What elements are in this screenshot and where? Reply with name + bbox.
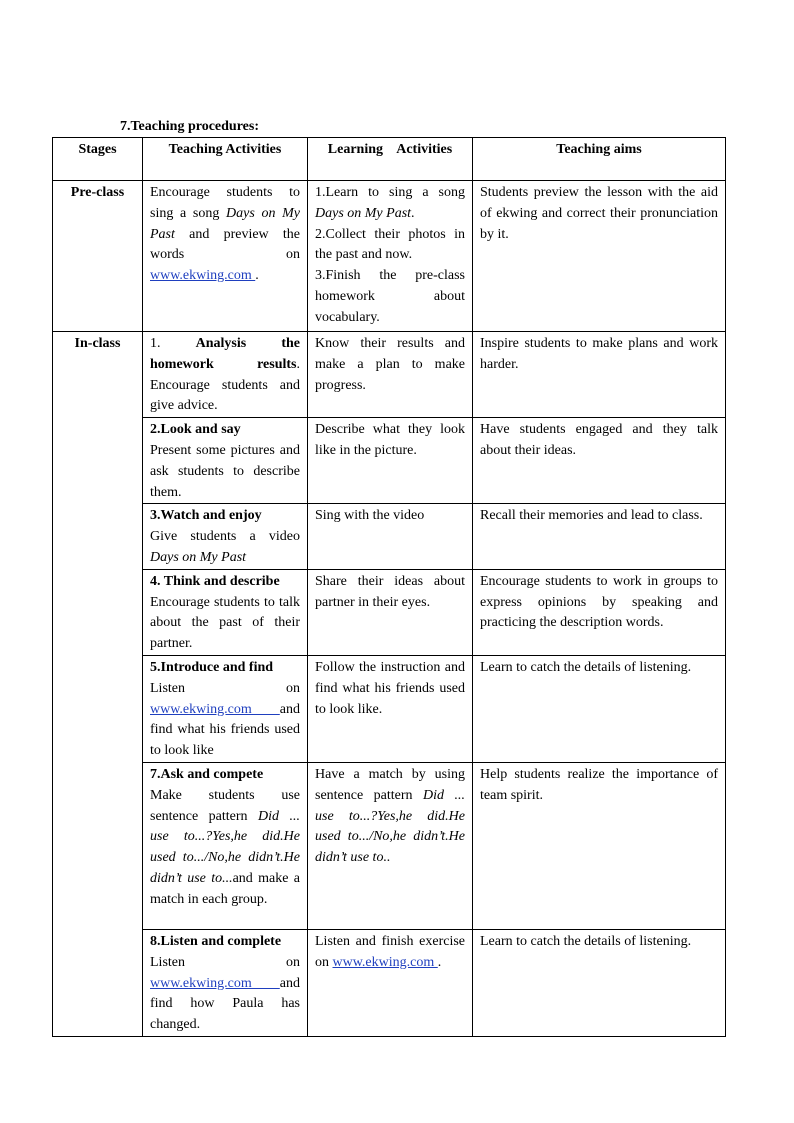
teaching-aims-cell: Students preview the lesson with the aid of ekwing and correct their pronunciation by it. bbox=[473, 181, 726, 332]
teaching-aims-cell: Have students engaged and they talk about their ideas. bbox=[473, 418, 726, 504]
table-row bbox=[53, 332, 726, 418]
teaching-activity-cell: 4. Think and describe Encourage students to talk about the past of their partner. bbox=[143, 569, 308, 655]
col-header-teaching-activities: Teaching Activities bbox=[143, 138, 308, 181]
learning-activity-cell: Have a match by using sentence pattern Did ... use to...?Yes,he did.He used to.../No,he didn’t.He didn’t use to.. bbox=[308, 762, 473, 929]
learning-activity-cell: 1.Learn to sing a song Days on My Past. 2.Collect their photos in the past and now. 3.Finish the pre-class homework about vocabulary. bbox=[308, 181, 473, 332]
table-row bbox=[53, 762, 726, 929]
teaching-aims-cell: Encourage students to work in groups to express opinions by speaking and practicing the description words. bbox=[473, 569, 726, 655]
teaching-aims-cell: Learn to catch the details of listening. bbox=[473, 655, 726, 762]
teaching-activity-cell: 7.Ask and compete Make students use sentence pattern Did ... use to...?Yes,he did.He used to.../No,he didn’t.He didn’t use to...and make a match in each group. bbox=[143, 762, 308, 929]
song-title: Days on My Past bbox=[150, 549, 247, 565]
teaching-activity-cell: 8.Listen and complete Listen on www.ekwing.com and find how Paula has changed. bbox=[143, 929, 308, 1036]
section-heading: 7.Teaching procedures: bbox=[120, 119, 259, 134]
stage-in-class: In-class bbox=[53, 332, 143, 1037]
learning-activity-cell: Describe what they look like in the picture. bbox=[308, 418, 473, 504]
learning-activity-cell: Share their ideas about partner in their eyes. bbox=[308, 569, 473, 655]
teaching-activity-cell: Encourage students to sing a song Days on My Past and preview the words on www.ekwing.com . bbox=[143, 181, 308, 332]
col-header-stages: Stages bbox=[53, 138, 143, 181]
learning-activity-cell: Sing with the video bbox=[308, 504, 473, 569]
sentence-pattern: Did ... use to...?Yes,he did.He used to.../No,he didn’t.He didn’t use to.. bbox=[315, 787, 466, 866]
table-row bbox=[53, 504, 726, 569]
table-row bbox=[53, 569, 726, 655]
sentence-pattern: Did ... use to...?Yes,he did.He used to.../No,he didn’t.He didn’t use to... bbox=[150, 808, 301, 886]
table-row bbox=[53, 929, 726, 1036]
teaching-activity-cell: 1. Analysis the homework results. Encourage students and give advice. bbox=[143, 332, 308, 418]
col-header-teaching-aims: Teaching aims bbox=[473, 138, 726, 181]
teaching-aims-cell: Learn to catch the details of listening. bbox=[473, 929, 726, 1036]
teaching-aims-cell: Recall their memories and lead to class. bbox=[473, 504, 726, 569]
teaching-activity-cell: 5.Introduce and find Listen on www.ekwing.com and find what his friends used to look like bbox=[143, 655, 308, 762]
ekwing-link[interactable]: www.ekwing.com bbox=[150, 975, 280, 991]
table-row bbox=[53, 181, 726, 332]
ekwing-link[interactable]: www.ekwing.com bbox=[332, 954, 438, 970]
learning-activity-cell: Know their results and make a plan to make progress. bbox=[308, 332, 473, 418]
learning-activity-cell: Follow the instruction and find what his friends used to look like. bbox=[308, 655, 473, 762]
teaching-activity-cell: 3.Watch and enjoy Give students a video Days on My Past bbox=[143, 504, 308, 569]
ekwing-link[interactable]: www.ekwing.com bbox=[150, 268, 256, 284]
teaching-aims-cell: Help students realize the importance of team spirit. bbox=[473, 762, 726, 929]
teaching-activity-cell: 2.Look and say Present some pictures and ask students to describe them. bbox=[143, 418, 308, 504]
header-row bbox=[53, 138, 726, 181]
song-title: Days on My Past bbox=[150, 205, 301, 242]
teaching-aims-cell: Inspire students to make plans and work harder. bbox=[473, 332, 726, 418]
table-row bbox=[53, 418, 726, 504]
table-row bbox=[53, 655, 726, 762]
learning-activity-cell: Listen and finish exercise on www.ekwing.com . bbox=[308, 929, 473, 1036]
ekwing-link[interactable]: www.ekwing.com bbox=[150, 701, 280, 717]
teaching-procedures-table bbox=[52, 137, 726, 1037]
col-header-learning-activities: Learning Activities bbox=[308, 138, 473, 181]
stage-pre-class: Pre-class bbox=[53, 181, 143, 332]
